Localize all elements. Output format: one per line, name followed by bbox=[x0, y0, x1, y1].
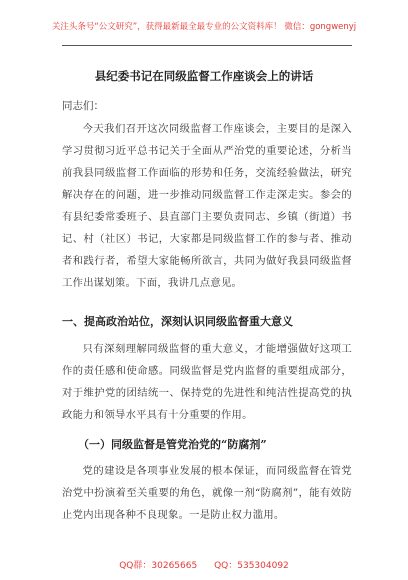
footer-qq: QQ：535304092 bbox=[214, 561, 289, 571]
paragraph-section-1: 只有深刻理解同级监督的重大意义，才能增强做好这项工作的责任感和使命感。同级监督是党内监督的重要组成部分，对于维护党的团结统一、保持党的先进性和纯洁性提高党的执政能力和领导水平具有十分重要的作用。 bbox=[62, 343, 352, 421]
paragraph-subsection-1: 党的建设是各项事业发展的根本保证，而同级监督在管党治党中扮演着至关重要的角色，就像一剂“防腐剂”，能有效防止党内出现各种不良现象。一是防止权力滥用。 bbox=[62, 465, 352, 521]
header-divider bbox=[62, 45, 352, 46]
salutation: 同志们： bbox=[62, 100, 104, 112]
paragraph-intro: 今天我们召开这次同级监督工作座谈会，主要目的是深入学习贯彻习近平总书记关于全面从严治党的重要论述，分析当前我县同级监督工作面临的形势和任务，交流经验做法，研究解决存在的问题，进一步推动同级监督工作走深走实。参会的有县纪委常委班子、县直部门主要负责同志、乡镇（街道）书记、村（社区）书记，大家都是同级监督工作的参与者、推动者和践行者，希望大家能畅所欲言，共同为做好我县同级监督工作出谋划策。下面，我讲几点意见。 bbox=[62, 123, 352, 289]
subsection-heading-1: （一）同级监督是管党治党的“防腐剂” bbox=[78, 438, 267, 451]
footer-qq-group: QQ群：30265665 bbox=[119, 561, 198, 571]
header-note: 关注头条号“公文研究”，获得最新最全最专业的公文资料库！ 微信：gongwenyj bbox=[51, 22, 357, 32]
document-title: 县纪委书记在同级监督工作座谈会上的讲话 bbox=[94, 69, 314, 83]
section-heading-1: 一、提高政治站位，深刻认识同级监督重大意义 bbox=[62, 315, 293, 328]
footer-contact bbox=[0, 558, 408, 571]
